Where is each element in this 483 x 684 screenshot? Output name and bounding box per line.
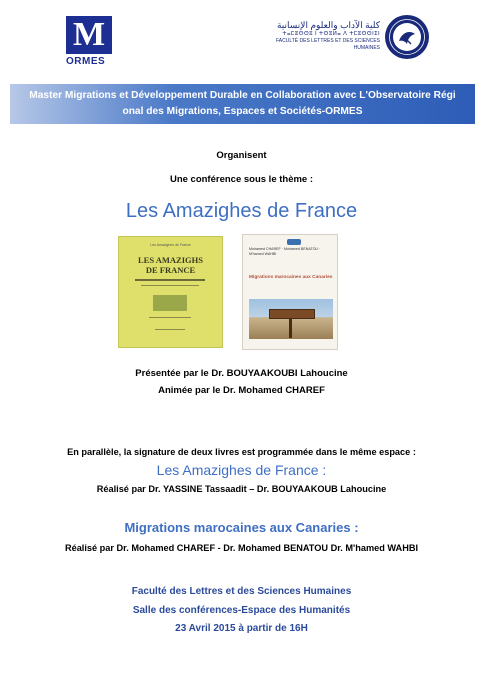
footer-faculty: Faculté des Lettres et des Sciences Humaines (131, 586, 352, 597)
signing-book2-title: Migrations marocaines aux Canaries : (124, 520, 359, 535)
faculty-name-tifinagh: ⵜⴰⵎⵓⵙⵙⵓ ⵏ ⵜⵙⵓⵍⴰ ⴷ ⵜⵎⵓⵙⵙⵏⵉⵏ (282, 31, 380, 37)
book1-rule (135, 279, 205, 281)
book2-photo-post (289, 318, 292, 338)
theme-intro-text: Une conférence sous le thème : (169, 174, 314, 185)
book2-publisher-logo (287, 239, 301, 245)
organisent-text: Organisent (216, 150, 267, 161)
ormes-logo-mark (66, 16, 112, 54)
book1-rule (141, 285, 199, 286)
faculty-name-arabic: كلية الآداب والعلوم الإنسانية (276, 20, 380, 30)
faculty-seal-icon (384, 14, 430, 60)
event-banner (10, 84, 475, 124)
book1-title (119, 255, 222, 275)
ormes-logo-letter: M (72, 16, 106, 53)
faculty-name-french: FACULTÉ DES LETTRES ET DES SCIENCES HUMAINES (275, 38, 380, 51)
banner-text (16, 88, 469, 120)
book-cover-migrations-canaries (242, 234, 338, 350)
ormes-logo (66, 16, 112, 68)
book1-rule (149, 317, 191, 318)
faculty-logo-text (262, 20, 380, 52)
footer-room: Salle des conférences-Espace des Humanités (132, 605, 351, 616)
ormes-logo-name: ORMES (66, 56, 106, 67)
signing-intro: En parallèle, la signature de deux livres est programmée dans le même espace : (67, 447, 416, 457)
banner-line-1: Master Migrations et Développement Durable en Collaboration avec L'Observatoire Régi (29, 90, 456, 101)
book2-title: Migrations marocaines aux Canaries (249, 275, 333, 280)
animated-by: Animée par le Dr. Mohamed CHAREF (158, 385, 325, 396)
book1-top-text: Les Amazighes de France (150, 243, 191, 247)
book2-photo (249, 299, 333, 339)
conference-title: Les Amazighes de France (125, 200, 358, 222)
book1-title-line-2: DE FRANCE (145, 265, 196, 275)
banner-line-2: onal des Migrations, Espaces et Sociétés-ORMES (122, 106, 363, 117)
signing-book1-authors: Réalisé par Dr. YASSINE Tassaadit – Dr. BOUYAAKOUB Lahoucine (96, 484, 387, 494)
presented-by: Présentée par le Dr. BOUYAAKOUBI Lahoucine (135, 368, 348, 379)
signing-book2-authors: Réalisé par Dr. Mohamed CHAREF - Dr. Mohamed BENATOU Dr. M'hamed WAHBI (64, 543, 419, 553)
footer-date: 23 Avril 2015 à partir de 16H (175, 623, 308, 634)
book1-emblem (153, 295, 187, 311)
signing-book1-title: Les Amazighes de France : (156, 462, 327, 478)
book-cover-amazighs (118, 236, 223, 348)
book2-photo-sign (269, 309, 315, 319)
book2-authors: Mohamed CHAREF · Mohamed BENATOU · M'hamed WAHBI (249, 247, 321, 256)
book1-title-line-1: LES AMAZIGHS (138, 255, 203, 265)
book1-rule (155, 329, 185, 330)
